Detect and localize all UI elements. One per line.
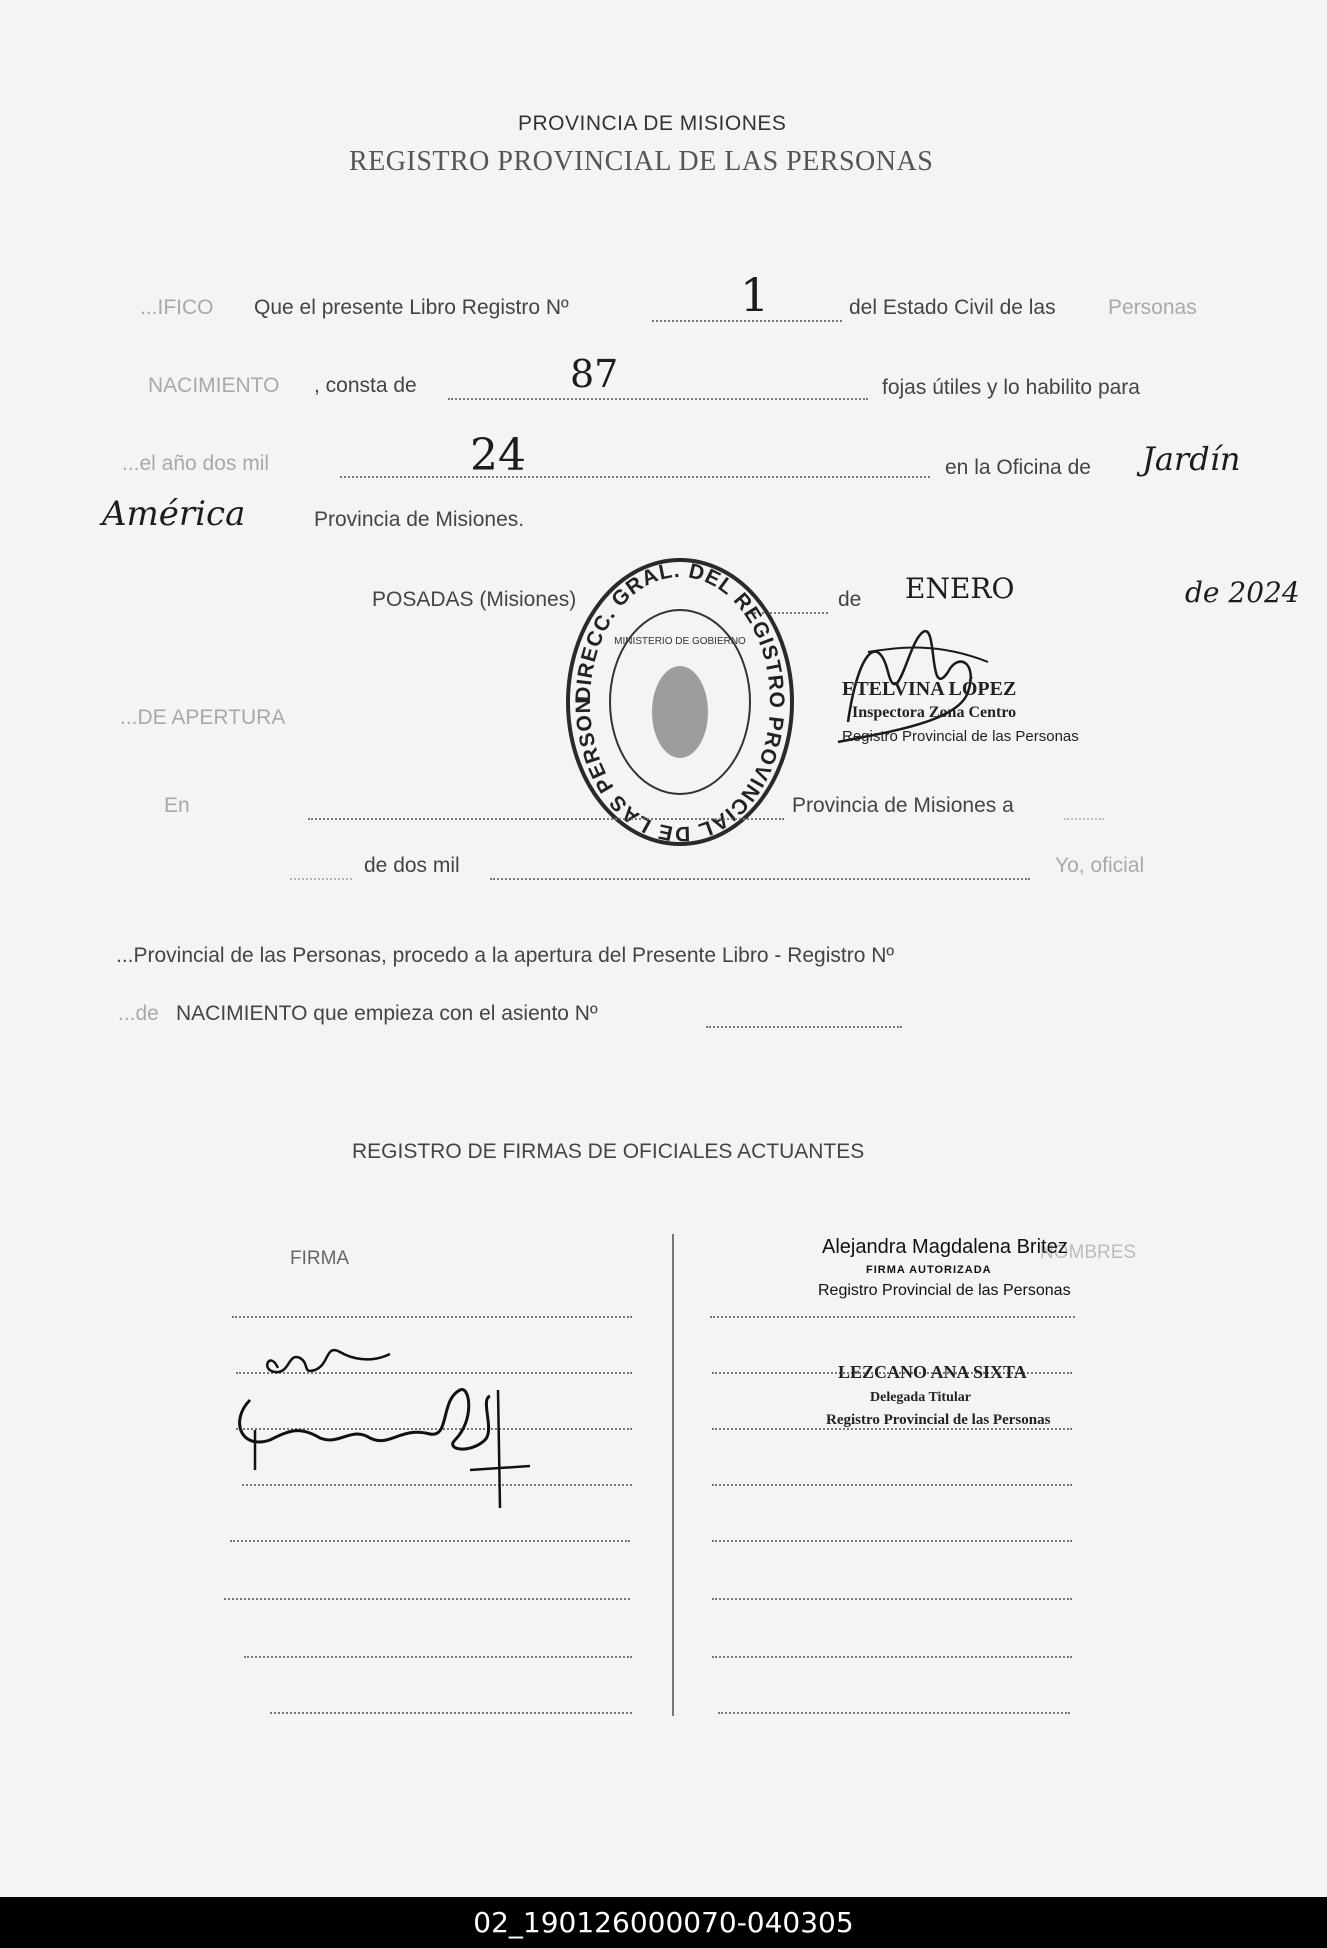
apertura-nacimiento: NACIMIENTO que empieza con el asiento Nº — [176, 1002, 598, 1025]
apertura-de: ...de — [118, 1002, 159, 1025]
name-row-line — [710, 1316, 1075, 1318]
province-title: PROVINCIA DE MISIONES — [518, 112, 787, 135]
inspector-name: ETELVINA LÓPEZ — [842, 678, 1017, 700]
certifico-prefix: ...IFICO — [140, 296, 214, 319]
apertura-procedo: ...Provincial de las Personas, procedo a la apertura del Presente Libro - Registro Nº — [116, 944, 895, 967]
personas-text: Personas — [1108, 296, 1197, 319]
stamp2-role: Delegada Titular — [870, 1390, 971, 1405]
anio-text: ...el año dos mil — [122, 452, 270, 475]
year-number: 24 — [470, 430, 526, 481]
dotted-line — [340, 476, 930, 478]
name-row-line — [712, 1540, 1072, 1542]
inspector-role: Inspectora Zona Centro — [852, 704, 1017, 721]
dotted-line — [1064, 818, 1104, 820]
apertura-en: En — [164, 794, 190, 817]
apertura-provincia: Provincia de Misiones a — [792, 794, 1014, 817]
dotted-line — [706, 1026, 902, 1028]
dotted-line — [448, 398, 868, 400]
apertura-dos-mil: de dos mil — [364, 854, 460, 877]
inspector-office: Registro Provincial de las Personas — [842, 728, 1079, 745]
registry-title: REGISTRO PROVINCIAL DE LAS PERSONAS — [349, 146, 934, 177]
fojas-text: fojas útiles y lo habilito para — [882, 376, 1140, 399]
provincia-text: Provincia de Misiones. — [314, 508, 525, 531]
firmas-title: REGISTRO DE FIRMAS DE OFICIALES ACTUANTES — [352, 1140, 865, 1163]
stamp2-office: Registro Provincial de las Personas — [826, 1412, 1051, 1428]
signature-row-line — [244, 1656, 632, 1658]
signature-row-line — [270, 1712, 632, 1714]
libro-number: 1 — [740, 268, 770, 322]
posadas-text: POSADAS (Misiones) — [372, 588, 577, 611]
consta-de-text: , consta de — [314, 374, 417, 397]
seal-outer-text: DIRECC. GRAL. DEL REGISTRO PROVINCIAL DE LAS PERSON — [571, 558, 789, 846]
libro-text: Que el presente Libro Registro Nº — [254, 296, 569, 319]
fojas-number: 87 — [570, 352, 619, 396]
apertura-oficial: Yo, oficial — [1055, 854, 1145, 877]
nacimiento-label: NACIMIENTO — [148, 374, 280, 397]
column-divider — [672, 1234, 674, 1716]
signature-row-line — [232, 1316, 632, 1318]
apertura-title: ...DE APERTURA — [120, 706, 286, 729]
stamp1-role: FIRMA AUTORIZADA — [866, 1264, 992, 1276]
signature-row-line — [224, 1598, 630, 1600]
dotted-line — [290, 878, 352, 880]
file-id-bar: 02_190126000070-040305 — [0, 1897, 1327, 1948]
office-name-b: América — [102, 494, 246, 534]
oficina-text: en la Oficina de — [945, 456, 1091, 479]
name-row-line — [712, 1484, 1072, 1486]
year-handwritten: de 2024 — [1185, 576, 1300, 609]
signature-row-line — [230, 1540, 630, 1542]
firma-column-header: FIRMA — [290, 1248, 350, 1269]
name-row-line — [712, 1598, 1072, 1600]
dotted-line — [308, 818, 784, 820]
de-text: de — [838, 588, 862, 611]
dotted-line — [490, 878, 1030, 880]
stamp2-name: LEZCANO ANA SIXTA — [838, 1362, 1027, 1382]
office-name-a: Jardín — [1142, 440, 1241, 478]
stamp1-name: Alejandra Magdalena Britez — [822, 1236, 1068, 1258]
name-row-line — [712, 1656, 1072, 1658]
official-signature — [230, 1330, 550, 1520]
name-row-line — [718, 1712, 1070, 1714]
nombre-column-header: NOMBRES — [1040, 1242, 1137, 1263]
stamp1-office: Registro Provincial de las Personas — [818, 1282, 1071, 1299]
month-handwritten: ENERO — [905, 572, 1015, 605]
estado-civil-text: del Estado Civil de las — [849, 296, 1056, 319]
official-seal — [560, 552, 800, 852]
seal-inner-text: MINISTERIO DE GOBIERNO — [614, 636, 746, 647]
